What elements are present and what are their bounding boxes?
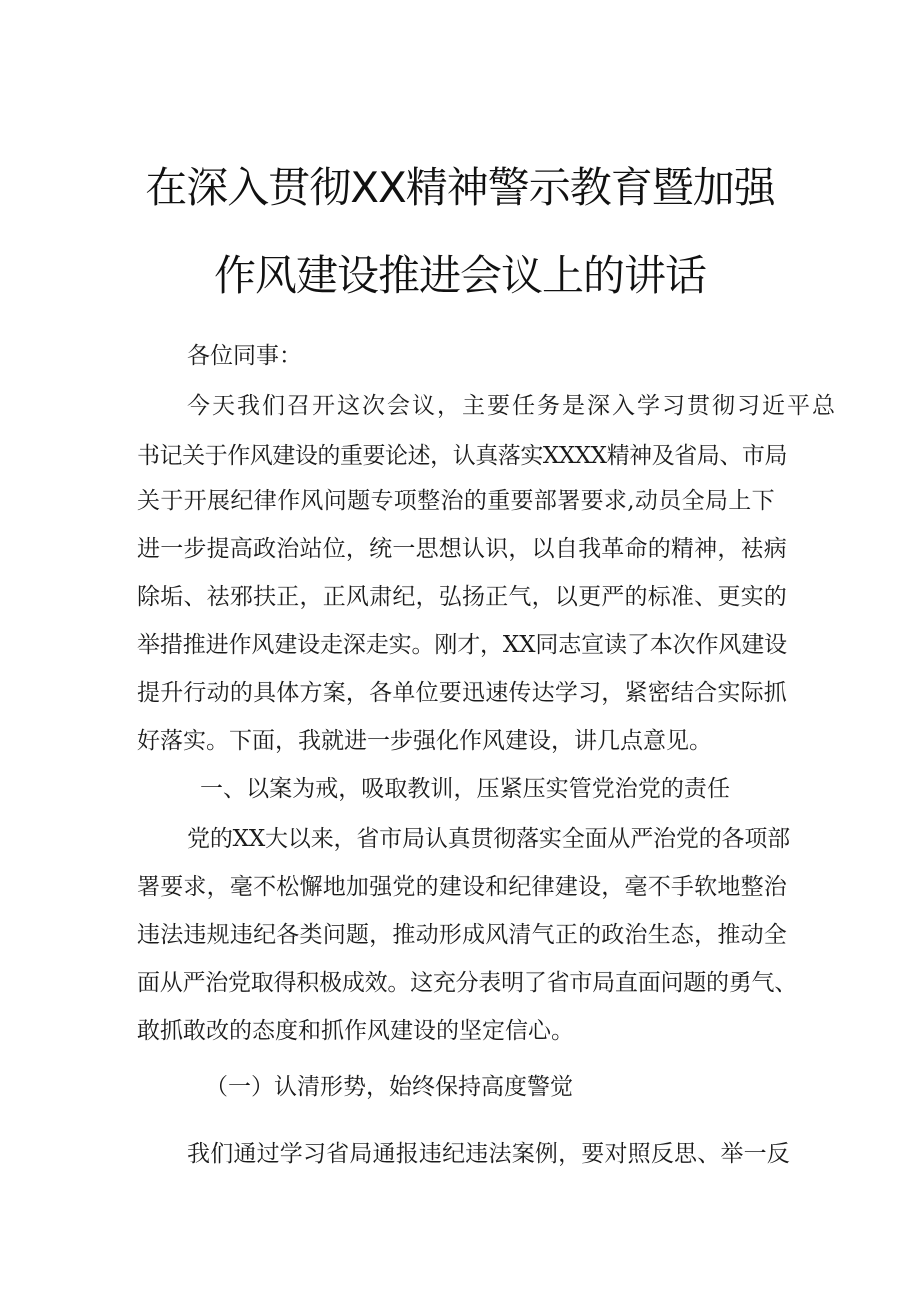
- salutation: 各位同事：: [187, 343, 302, 369]
- paragraph-line: 面从严治党取得积极成效。这充分表明了省市局直面问题的勇气、: [137, 970, 797, 996]
- paragraph-line: 我们通过学习省局通报违纪违法案例，要对照反思、举一反: [187, 1141, 790, 1167]
- subsection-heading: （一）认清形势，始终保持高度警觉: [205, 1074, 573, 1100]
- paragraph-line: 今天我们召开这次会议，主要任务是深入学习贯彻习近平总: [187, 393, 837, 419]
- paragraph-line: 署要求，毫不松懈地加强党的建设和纪律建设，毫不手软地整治: [137, 874, 787, 900]
- paragraph-line: 关于开展纪律作风问题专项整治的重要部署要求,动员全局上下: [137, 488, 775, 514]
- paragraph-line: 进一步提高政治站位，统一思想认识，以自我革命的精神，袪病: [137, 536, 787, 562]
- paragraph-line: 书记关于作风建设的重要论述，认真落实XXXX精神及省局、市局: [137, 443, 787, 469]
- document-title-line-2: 作风建设推进会议上的讲话: [213, 251, 706, 300]
- paragraph-line: 敢抓敢改的态度和抓作风建设的坚定信心。: [137, 1018, 574, 1044]
- paragraph-line: 党的XX大以来，省市局认真贯彻落实全面从严治党的各项部: [187, 826, 790, 852]
- paragraph-line: 违法违规违纪各类问题，推动形成风清气正的政治生态，推动全: [137, 922, 787, 948]
- paragraph-line: 好落实。下面，我就进一步强化作风建设，讲几点意见。: [137, 728, 712, 754]
- paragraph-line: 举措推进作风建设走深走实。刚才，XX同志宣读了本次作风建设: [137, 632, 787, 658]
- document-title-line-1: 在深入贯彻XX精神警示教育暨加强: [145, 163, 775, 212]
- section-heading: 一、以案为戒，吸取教训，压紧压实管党治党的责任: [200, 776, 730, 802]
- paragraph-line: 提升行动的具体方案，各单位要迅速传达学习，紧密结合实际抓: [137, 680, 787, 706]
- paragraph-line: 除垢、祛邪扶正，正风肃纪，弘扬正气，以更严的标准、更实的: [137, 584, 787, 610]
